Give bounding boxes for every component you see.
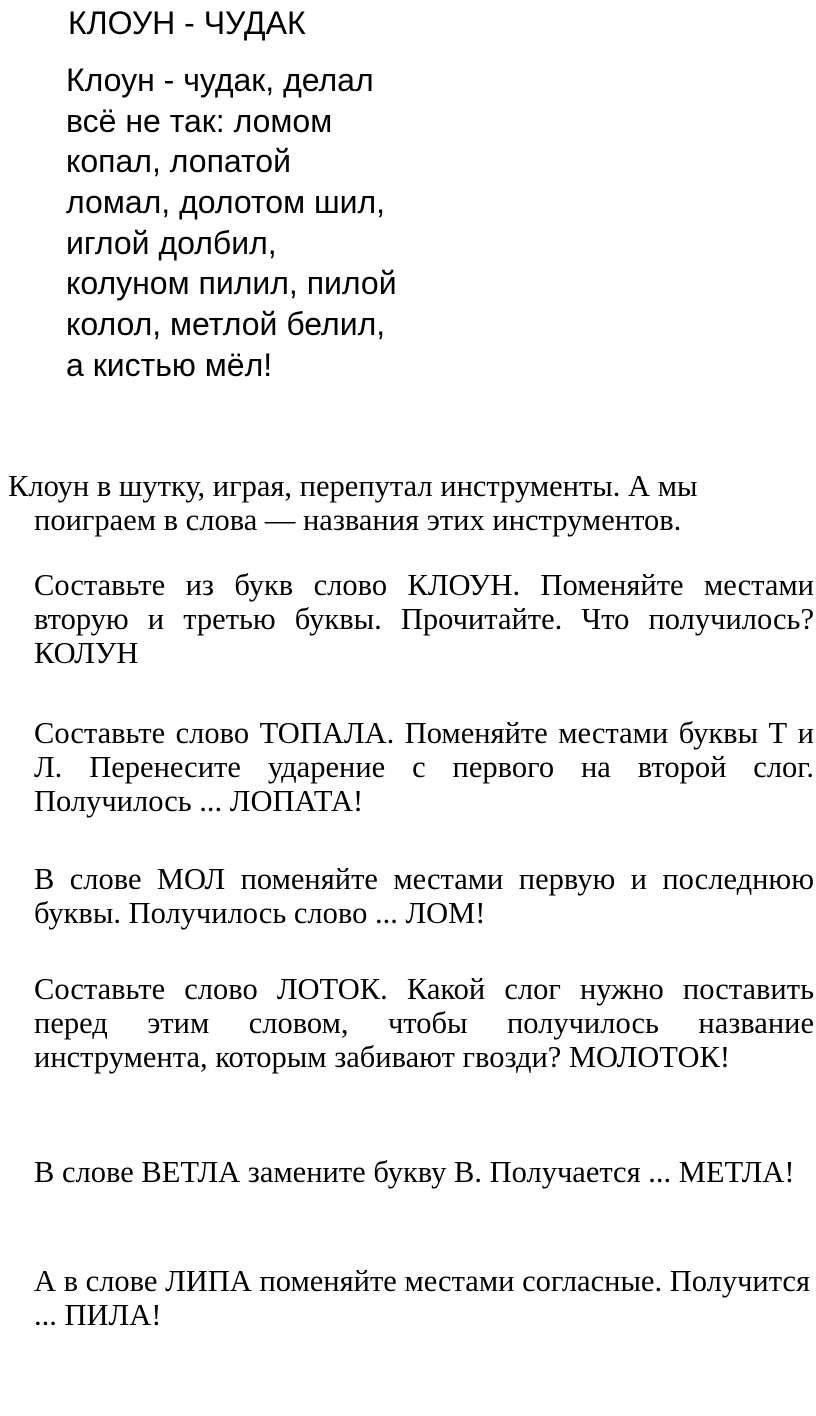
poem-line: копал, лопатой (66, 143, 291, 180)
poem-line: иглой долбил, (66, 224, 277, 261)
task-paragraph-lom: В слове МОЛ поменяйте местами первую и последнюю буквы. Получилось слово ... ЛОМ! (34, 862, 814, 930)
poem-line: а кистью мёл! (66, 346, 273, 383)
task-paragraph-molotok: Составьте слово ЛОТОК. Какой слог нужно поставить перед этим словом, чтобы получилось название инструмента, которым забивают гвозди? МОЛОТОК! (34, 972, 814, 1074)
poem (66, 60, 466, 386)
poem-line: всё не так: ломом (66, 102, 333, 139)
poem-line: ломал, долотом шил, (66, 184, 386, 221)
poem-line: колол, метлой белил, (66, 306, 386, 343)
poem-line: колуном пилил, пилой (66, 265, 397, 302)
task-paragraph-lopata: Составьте слово ТОПАЛА. Поменяйте местами буквы Т и Л. Перенесите ударение с первого на второй слог. Получилось ... ЛОПАТА! (34, 716, 814, 818)
intro-paragraph: Клоун в шутку, играя, перепутал инструменты. А мы поиграем в слова — названия этих инструментов. (8, 469, 698, 537)
task-paragraph-metla: В слове ВЕТЛА замените букву В. Получается ... МЕТЛА! (34, 1155, 795, 1189)
poem-line: Клоун - чудак, делал (66, 62, 374, 98)
task-paragraph-klown: Составьте из букв слово КЛОУН. Поменяйте местами вторую и третью буквы. Прочитайте. Что получилось? КОЛУН (34, 568, 814, 670)
task-paragraph-pila: А в слове ЛИПА поменяйте местами согласные. Получится ... ПИЛА! (34, 1264, 810, 1332)
page-title: КЛОУН - ЧУДАК (68, 5, 306, 41)
